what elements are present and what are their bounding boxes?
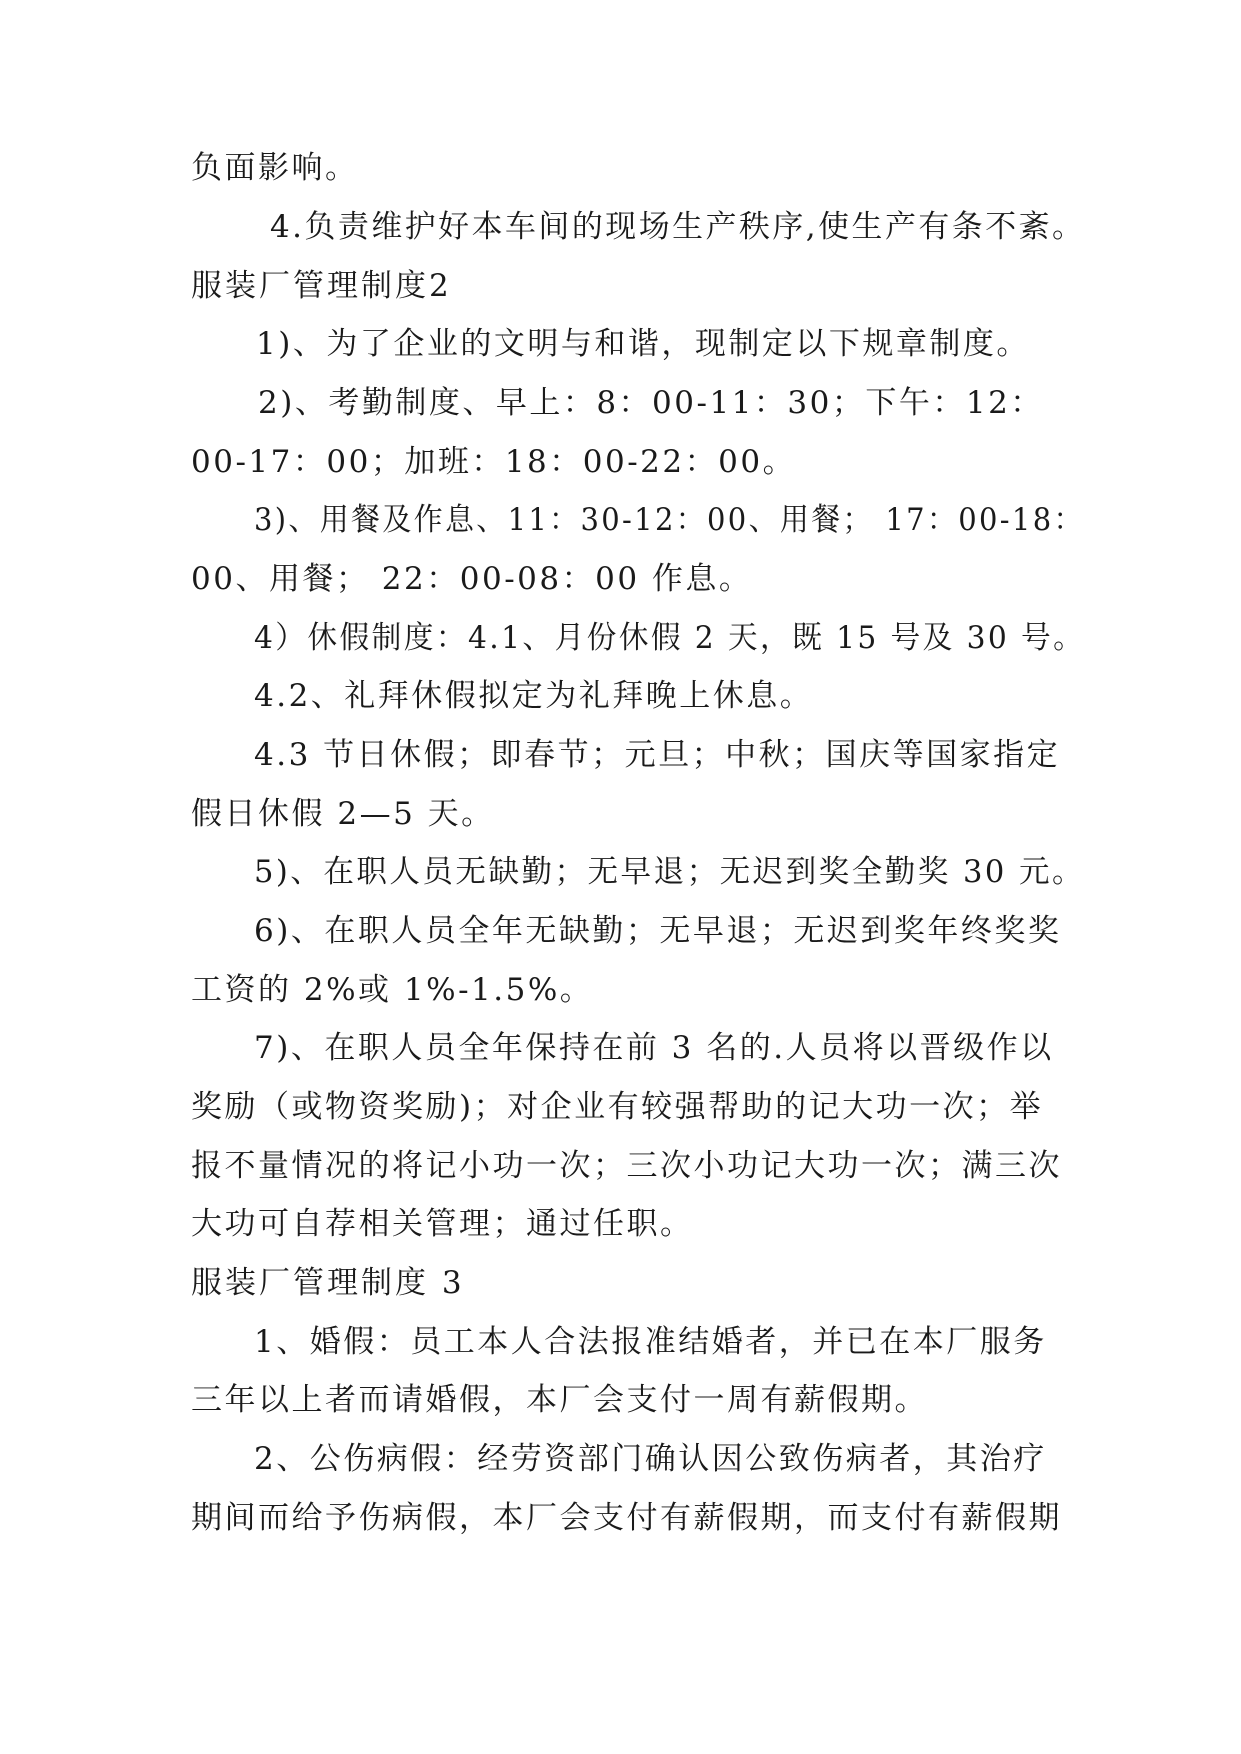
paragraph-line: 期间而给予伤病假，本厂会支付有薪假期，而支付有薪假期 xyxy=(191,1500,1062,1536)
paragraph-line: 5)、在职人员无缺勤；无早退；无迟到奖全勤奖 30 元。 xyxy=(254,854,1086,890)
paragraph-line: 工资的 2%或 1%-1.5%。 xyxy=(191,972,594,1008)
paragraph-line: 奖励（或物资奖励)；对企业有较强帮助的记大功一次；举 xyxy=(191,1089,1044,1125)
paragraph-line: 3)、用餐及作息、11：30-12：00、用餐； 17：00-18： xyxy=(254,502,1085,538)
paragraph-line: 00、用餐； 22：00-08：00 作息。 xyxy=(191,561,753,597)
paragraph-line: 2、公伤病假：经劳资部门确认因公致伤病者，其治疗 xyxy=(254,1441,1047,1477)
paragraph-line: 1)、为了企业的文明与和谐，现制定以下规章制度。 xyxy=(256,326,1030,362)
paragraph-line: 1、婚假：员工本人合法报准结婚者，并已在本厂服务 xyxy=(254,1324,1047,1360)
paragraph-line: 4.负责维护好本车间的现场生产秩序,使生产有条不紊。 xyxy=(270,209,1086,245)
paragraph-line: 4.3 节日休假；即春节；元旦；中秋；国庆等国家指定 xyxy=(254,737,1061,773)
paragraph-line: 4）休假制度：4.1、月份休假 2 天，既 15 号及 30 号。 xyxy=(254,620,1086,656)
paragraph-line: 报不量情况的将记小功一次；三次小功记大功一次；满三次 xyxy=(191,1148,1062,1184)
paragraph-line: 4.2、礼拜休假拟定为礼拜晚上休息。 xyxy=(254,678,814,714)
section-heading: 服装厂管理制度2 xyxy=(191,268,452,304)
paragraph-line: 三年以上者而请婚假，本厂会支付一周有薪假期。 xyxy=(191,1382,928,1418)
paragraph-line: 大功可自荐相关管理；通过任职。 xyxy=(191,1206,694,1242)
paragraph-line: 2)、考勤制度、早上：8：00-11：30；下午：12： xyxy=(258,385,1044,421)
paragraph-line: 负面影响。 xyxy=(191,150,359,186)
paragraph-line: 7)、在职人员全年保持在前 3 名的.人员将以晋级作以 xyxy=(254,1030,1054,1066)
section-heading: 服装厂管理制度 3 xyxy=(191,1265,465,1301)
paragraph-line: 假日休假 2—5 天。 xyxy=(191,796,495,832)
paragraph-line: 6)、在职人员全年无缺勤；无早退；无迟到奖年终奖奖 xyxy=(254,913,1062,949)
paragraph-line: 00-17：00；加班：18：00-22：00。 xyxy=(191,444,797,480)
